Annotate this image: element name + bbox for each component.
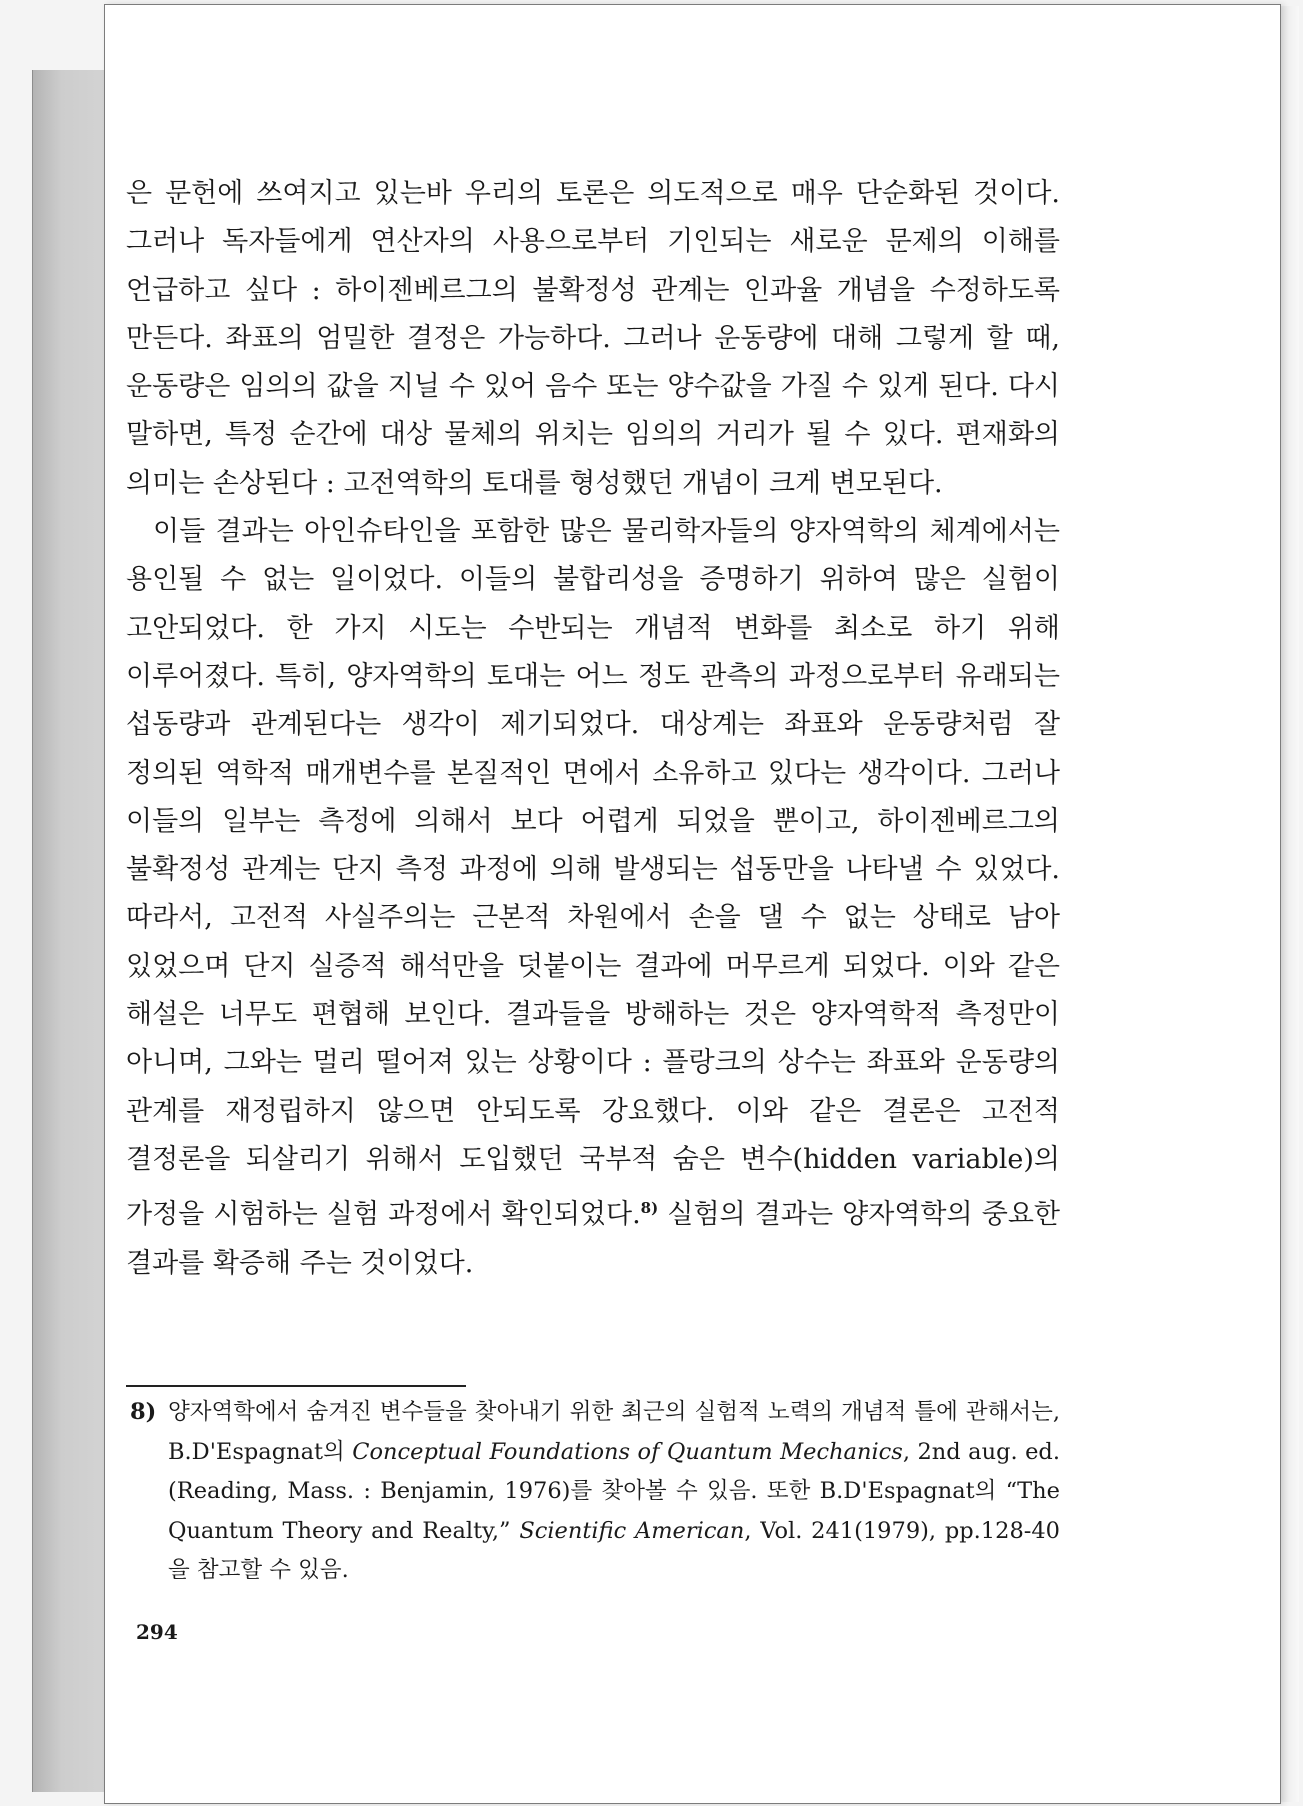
footnote-number: 8) [130, 1399, 157, 1425]
paragraph-2-tail: 실험의 결과는 양자역학의 중요한 결과를 확증해 주는 것이었다. [126, 1199, 1060, 1279]
footnote-text-2: , 2nd aug. ed. (Reading, Mass. : Benjamin, 1976)를 찾아볼 수 있음. 또한 B.D'Espagnat의 “The Quantum Theory and Realty,” [168, 1438, 1060, 1544]
footnote-text-1: 양자역학에서 숨겨진 변수들을 찾아내기 위한 최근의 실험적 노력의 개념적 틀에 관해서는, B.D'Espagnat의 [168, 1399, 1060, 1465]
book-spine [32, 70, 105, 1792]
paragraph-2-text: 이들 결과는 아인슈타인을 포함한 많은 물리학자들의 양자역학의 체계에서는 용인될 수 없는 일이었다. 이들의 불합리성을 증명하기 위하여 많은 실험이 고안되었다. 한 가지 시도는 수반되는 개념적 변화를 최소로 하기 위해 이루어졌다. 특히, 양자역학의 토대는 어느 정도 관측의 과정으로부터 유래되는 섭동량과 관계된다는 생각이 제기되었다. 대상계는 좌표와 운동량처럼 잘 정의된 역학적 매개변수를 본질적인 면에서 소유하고 있다는 생각이다. 그러나 이들의 일부는 측정에 의해서 보다 어렵게 되었을 뿐이고, 하이젠베르그의 불확정성 관계는 단지 측정 과정에 의해 발생되는 섭동만을 나타낼 수 있었다. 따라서, 고전적 사실주의는 근본적 차원에서 손을 댈 수 없는 상태로 남아 있었으며 단지 실증적 해석만을 덧붙이는 결과에 머무르게 되었다. 이와 같은 해설은 너무도 편협해 보인다. 결과들을 방해하는 것은 양자역학적 측정만이 아니며, 그와는 멀리 떨어져 있는 상황이다 : 플랑크의 상수는 좌표와 운동량의 관계를 재정립하지 않으면 안되도록 강요했다. 이와 같은 결론은 고전적 결정론을 되살리기 위해서 도입했던 국부적 숨은 변수(hidden variable)의 가정을 시험하는 실험 과정에서 확인되었다. [126, 516, 1060, 1231]
footnote [126, 1393, 1060, 1591]
page-number: 294 [136, 1620, 178, 1644]
paragraph-2 [126, 508, 1060, 1288]
footnote-divider [126, 1385, 466, 1387]
footnote-book-title: Conceptual Foundations of Quantum Mechanics [352, 1438, 903, 1465]
body-text [126, 170, 1060, 1288]
paragraph-1: 은 문헌에 쓰여지고 있는바 우리의 토론은 의도적으로 매우 단순화된 것이다. 그러나 독자들에게 연산자의 사용으로부터 기인되는 새로운 문제의 이해를 언급하고 싶다 : 하이젠베르그의 불확정성 관계는 인과율 개념을 수정하도록 만든다. 좌표의 엄밀한 결정은 가능하다. 그러나 운동량에 대해 그렇게 할 때, 운동량은 임의의 값을 지닐 수 있어 음수 또는 양수값을 가질 수 있게 된다. 다시 말하면, 특정 순간에 대상 물체의 위치는 임의의 거리가 될 수 있다. 편재화의 의미는 손상된다 : 고전역학의 토대를 형성했던 개념이 크게 변모된다. [126, 178, 1060, 499]
footnote-reference: 8) [640, 1199, 659, 1218]
footnote-journal-title: Scientific American [519, 1517, 745, 1544]
footnote-body [168, 1393, 1060, 1591]
footnote-text-3: , Vol. 241(1979), pp.128-40을 참고할 수 있음. [168, 1517, 1060, 1583]
page-edge [1279, 6, 1299, 1802]
